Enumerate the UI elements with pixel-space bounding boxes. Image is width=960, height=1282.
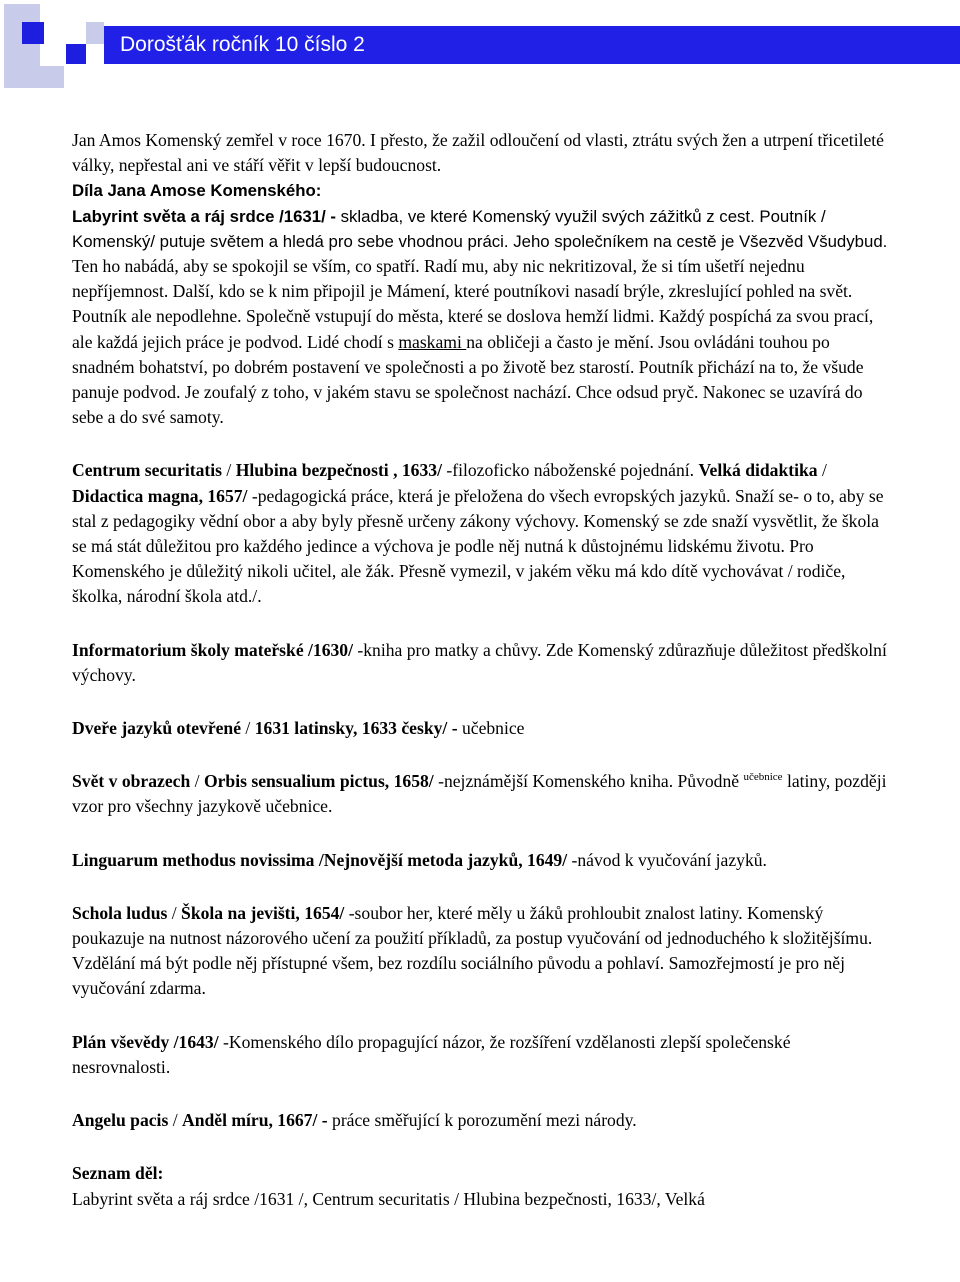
work-paragraph: Schola ludus / Škola na jevišti, 1654/ -soubor her, které měly u žáků prohloubit znalost latiny. Komenský poukazuje na nutnost názorového učení za použití příkladů, za postup vyučování od jednoduchého k složitějšímu. Vzdělání má být podle něj přístupné všem, bez rozdílu sociálního původu a pohlaví. Samozřejmostí je pro něj vyučování zdarma.	[72, 902, 873, 999]
work-title: Svět v obrazech	[72, 771, 191, 792]
works-heading: Díla Jana Amose Komenského:	[72, 181, 322, 201]
work-title: Linguarum methodus novissima /Nejnovější metoda jazyků, 1649/	[72, 849, 568, 870]
work-paragraph: Dveře jazyků otevřené / 1631 latinsky, 1633 česky/ - učebnice	[72, 718, 525, 739]
work-title: Velká didaktika	[698, 460, 818, 481]
work-title: Orbis sensualium pictus, 1658/	[203, 771, 434, 792]
decor-square	[66, 44, 86, 64]
work-title: Labyrint světa a ráj srdce /1631/ -	[72, 206, 336, 226]
work-title: Schola ludus	[72, 902, 168, 923]
work-title: Dveře jazyků otevřené	[72, 718, 242, 739]
decor-square	[40, 66, 64, 88]
work-paragraph: Svět v obrazech / Orbis sensualium pictus, 1658/ -nejznámější Komenského kniha. Původně $^{učebnice}$ latiny, později vzor pro všechny jazykově učebnice.	[72, 771, 887, 817]
work-title: Škola na jevišti, 1654/	[181, 902, 345, 923]
work-title: Plán vševědy /1643/	[72, 1031, 219, 1052]
work-paragraph: Informatorium školy mateřské /1630/ -kniha pro matky a chůvy. Zde Komenský zdůrazňuje důležitost předškolní výchovy.	[72, 639, 887, 685]
work-paragraph: Linguarum methodus novissima /Nejnovější metoda jazyků, 1649/ -návod k vyučování jazyků.	[72, 849, 767, 870]
work-paragraph: Angelu pacis / Anděl míru, 1667/ - práce směřující k porozumění mezi národy.	[72, 1110, 637, 1131]
superscript-note: učebnice	[743, 771, 783, 784]
underlined-word: maskami	[398, 331, 467, 352]
intro-paragraph: Jan Amos Komenský zemřel v roce 1670. I přesto, že zažil odloučení od vlasti, ztrátu svých žen a utrpení třicetileté války, nepřestal ani ve stáří věřit v lepší budoucnost. Díla Jana Amose Komenského: Labyrint světa a ráj srdce /1631/ - skladba, ve které Komenský využil svých zážitků z cest. Poutník / Komenský/ putuje světem a hledá pro sebe vhodnou práci. Jeho společníkem na cestě je Všezvěd Všudybud. Ten ho nabádá, aby se spokojil se vším, co spatří. Radí mu, aby nic nekritizoval, že si tím ušetří nejednu nepříjemnost. Další, kdo se k nim připojil je Mámení, které poutníkovi nasadí brýle, zkreslující pohled na svět. Poutník ale nepodlehne. Společně vstupují do města, které se doslova hemží lidmi. Každý pospíchá za svou prací, ale každá jejich práce je podvod. Lidé chodí s maskami na obličeji a často je mění. Jsou ovládáni touhou po snadném bohatství, po dobrém postavení ve společnosti a po životě bez starostí. Poutník přichází na to, že všude panuje podvod. Je zoufalý z toho, v jakém stavu se společnost nachází. Chce odsud pryč. Nakonec se uzavírá do sebe a do své samoty.	[72, 130, 888, 428]
work-title: Centrum securitatis	[72, 460, 223, 481]
work-paragraph: Plán vševědy /1643/ -Komenského dílo propagující názor, že rozšíření vzdělanosti zlepší společenské nesrovnalosti.	[72, 1031, 791, 1077]
page-title: Dorošťák ročník 10 číslo 2	[104, 26, 960, 64]
page-header	[0, 0, 960, 92]
work-title: Anděl míru, 1667/ -	[181, 1110, 328, 1131]
work-title: Informatorium školy mateřské /1630/	[72, 639, 353, 660]
work-title: Hlubina bezpečnosti , 1633/	[235, 460, 442, 481]
work-title: 1631 latinsky, 1633 česky/ -	[254, 718, 458, 739]
works-list: Seznam děl: Labyrint světa a ráj srdce /1631 /, Centrum securitatis / Hlubina bezpečnosti, 1633/, Velká	[72, 1163, 705, 1209]
work-title: Angelu pacis	[72, 1110, 169, 1131]
document-body	[72, 128, 892, 1212]
decor-square	[22, 22, 44, 44]
decor-square	[86, 22, 104, 44]
work-title: Didactica magna, 1657/	[72, 485, 248, 506]
list-heading: Seznam děl:	[72, 1163, 164, 1184]
decor-square	[4, 4, 40, 88]
work-paragraph: Centrum securitatis / Hlubina bezpečnosti , 1633/ -filozoficko náboženské pojednání. Velká didaktika / Didactica magna, 1657/ -pedagogická práce, která je přeložena do všech evropských jazyků. Snaží se- o to, aby se stal z pedagogiky vědní obor a aby byly přesně určeny zákony výchovy. Komenský se zde snaží vysvětlit, že škola se má stát důležitou pro každého jedince a výchova je podle něj nutná k důstojnému lidskému životu. Pro Komenského je důležitý nikoli učitel, ale žák. Přesně vymezil, v jakém věku má kdo dítě vychovávat / rodiče, školka, národní škola atd./.	[72, 460, 884, 607]
